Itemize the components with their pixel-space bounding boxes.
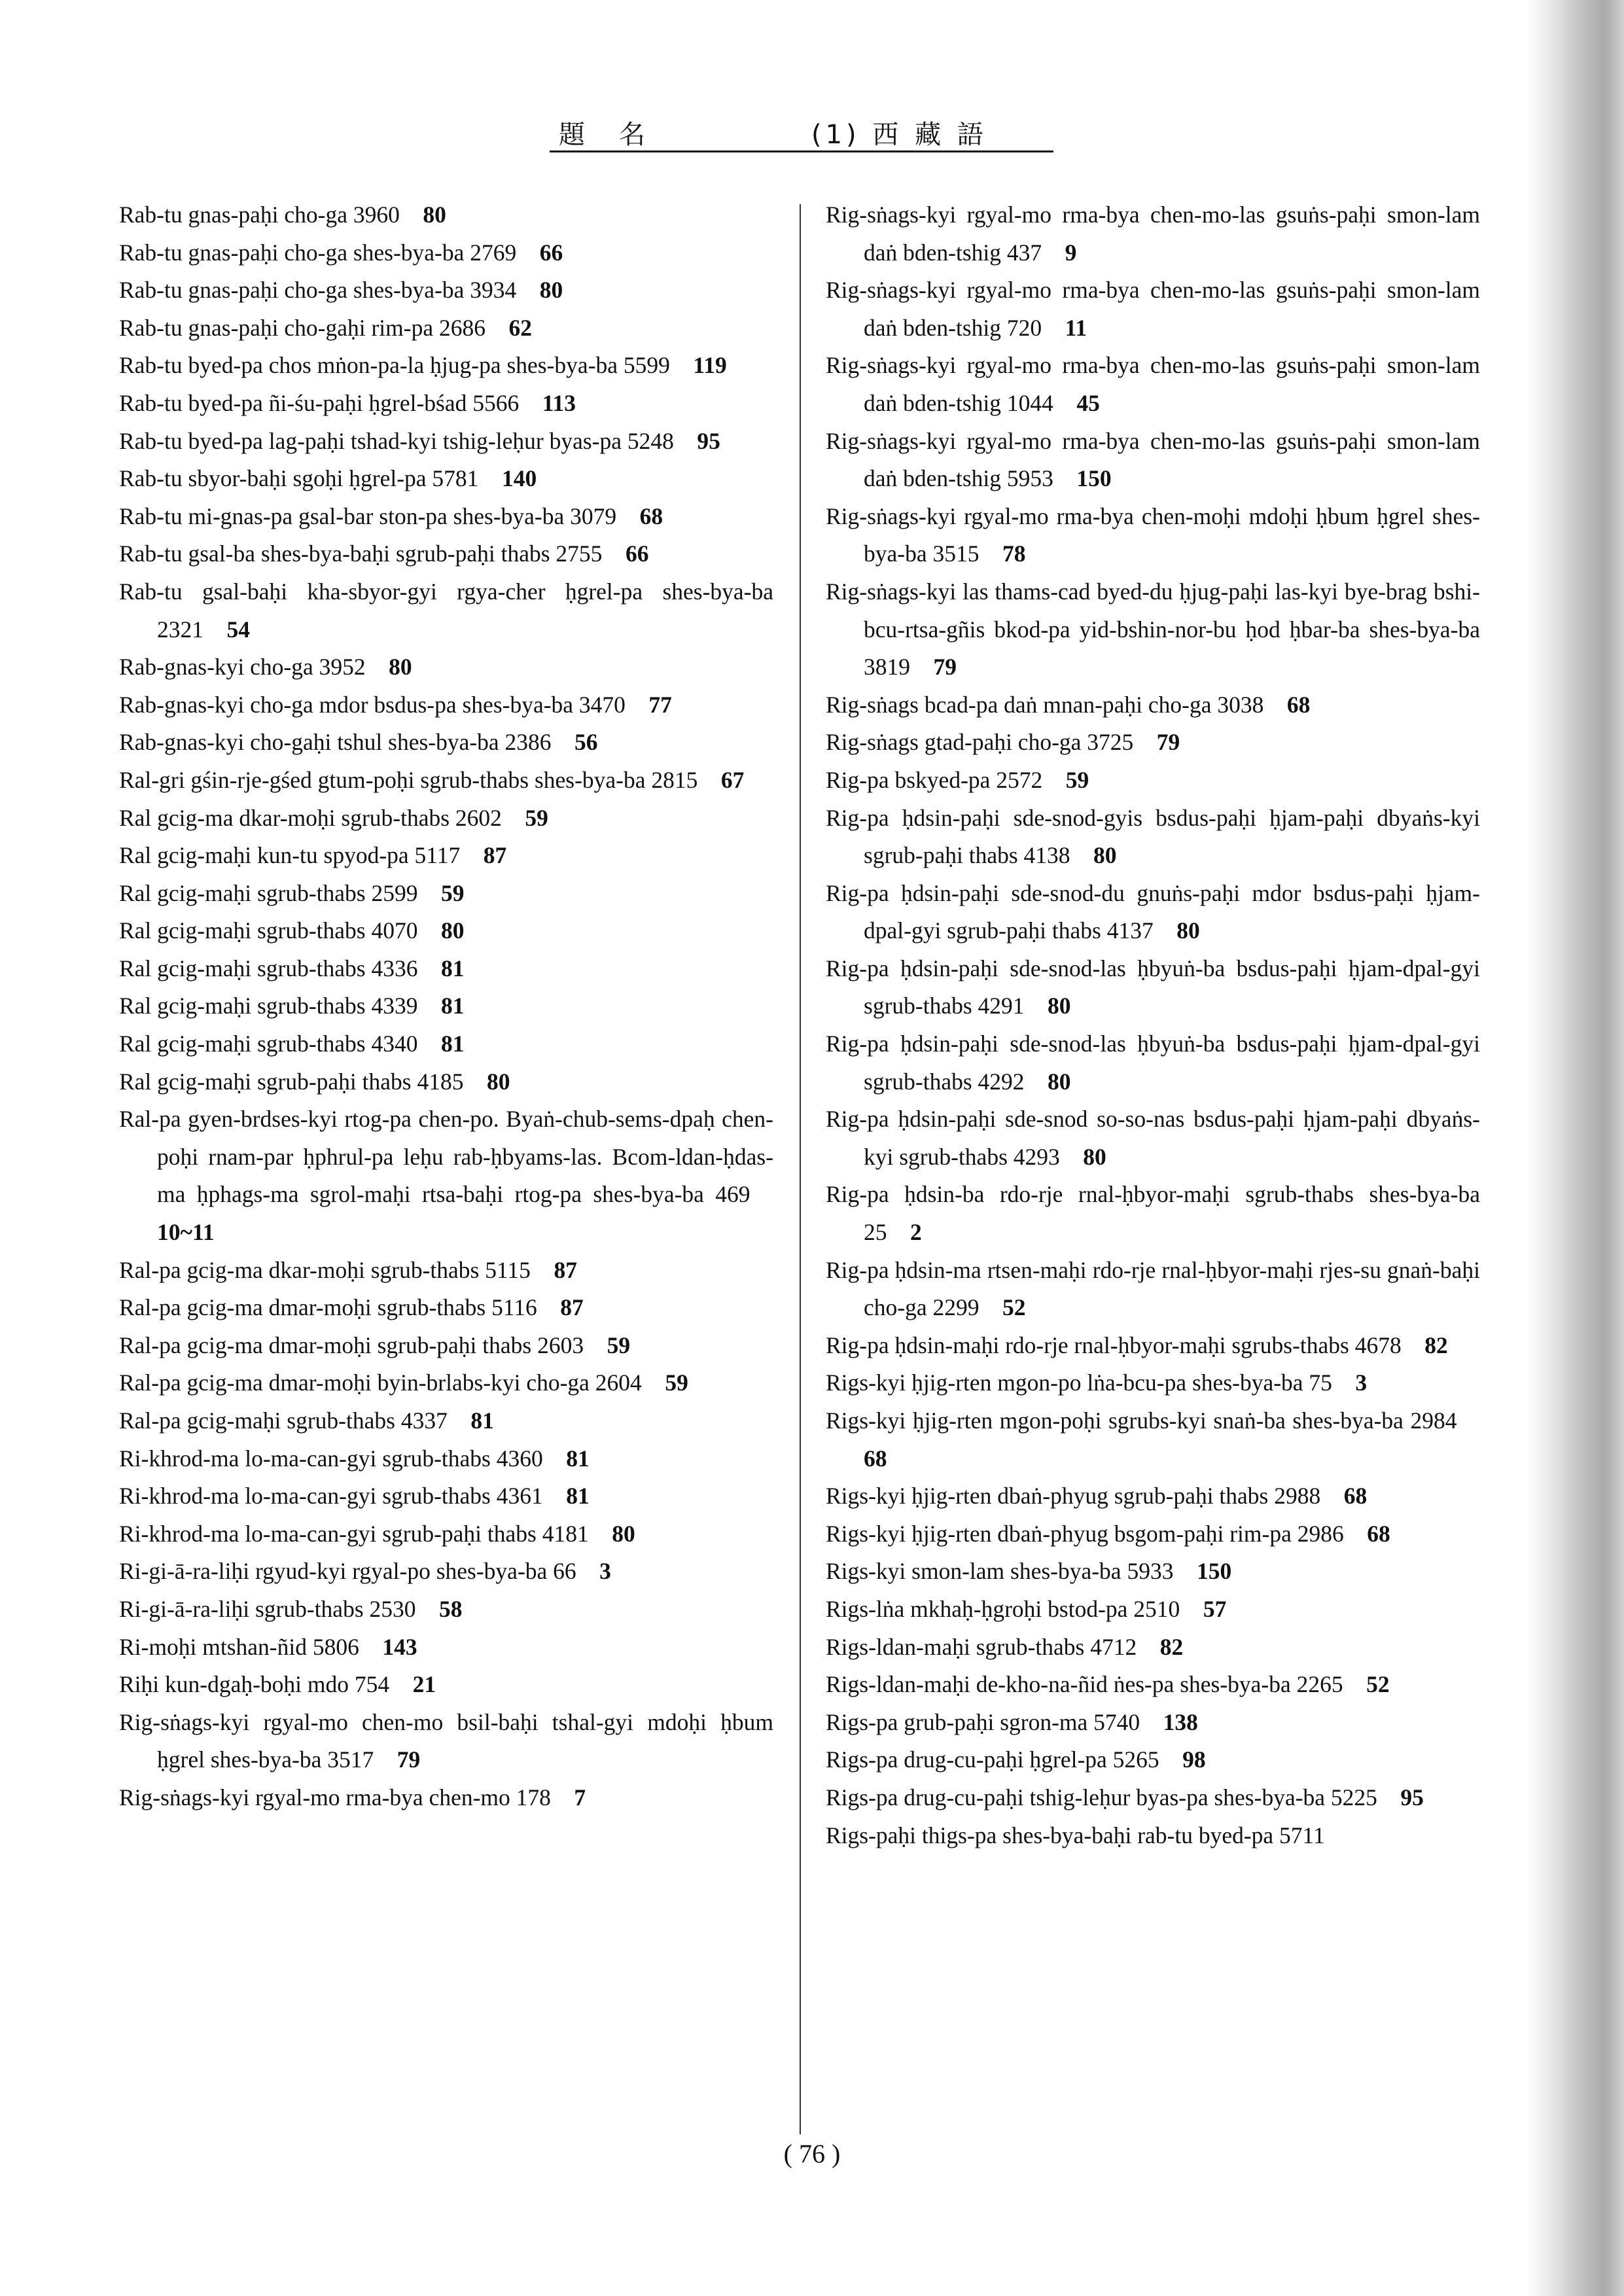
entry-volume: 82 bbox=[1424, 1332, 1448, 1358]
entry-title: Rig-pa bskyed-pa 2572 bbox=[826, 766, 1043, 793]
entry-title: Ral gcig-maḥi kun-tu spyod-pa 5117 bbox=[119, 842, 461, 869]
entry-title: Rig-sṅags gtad-paḥi cho-ga 3725 bbox=[826, 729, 1134, 756]
entry-title: Rig-pa ḥdsin-maḥi rdo-rje rnal-ḥbyor-maḥi sgrubs-thabs 4678 bbox=[826, 1332, 1402, 1358]
index-entry bbox=[119, 460, 773, 498]
entry-volume: 59 bbox=[665, 1369, 688, 1396]
index-entry bbox=[119, 1252, 773, 1290]
index-entry bbox=[119, 987, 773, 1025]
entry-title: Ral-pa gcig-ma dmar-moḥi sgrub-paḥi thabs 2603 bbox=[119, 1332, 584, 1358]
index-entry bbox=[119, 1666, 773, 1704]
entry-title: Rab-tu gnas-paḥi cho-ga shes-bya-ba 3934 bbox=[119, 277, 517, 304]
entry-title: Rab-tu byed-pa ñi-śu-paḥi ḥgrel-bśad 5566 bbox=[119, 389, 520, 416]
entry-title: Rig-sṅags-kyi las thams-cad byed-du ḥjug-paḥi las-kyi bye-brag bshi-bcu-rtsa-gñis bkod-pa yid-bshin-nor-bu ḥod ḥbar-ba shes-bya-ba 3819 bbox=[826, 578, 1480, 680]
entry-volume: 62 bbox=[508, 314, 532, 341]
index-entry bbox=[119, 1025, 773, 1063]
entry-title: Ri-khrod-ma lo-ma-can-gyi sgrub-paḥi thabs 4181 bbox=[119, 1520, 589, 1547]
entry-title: Rig-sṅags-kyi rgyal-mo rma-bya chen-mo 178 bbox=[119, 1784, 551, 1810]
entry-title: Rig-sṅags-kyi rgyal-mo rma-bya chen-moḥi mdoḥi ḥbum ḥgrel shes-bya-ba 3515 bbox=[826, 503, 1480, 567]
entry-volume: 7 bbox=[574, 1784, 586, 1810]
entry-title: Rig-sṅags-kyi rgyal-mo rma-bya chen-mo-las gsuṅs-paḥi smon-lam daṅ bden-tshig 437 bbox=[826, 202, 1480, 266]
entry-volume: 80 bbox=[1048, 993, 1071, 1019]
entry-volume: 80 bbox=[1083, 1143, 1106, 1170]
index-entry bbox=[826, 1252, 1480, 1327]
index-entry bbox=[119, 1440, 773, 1478]
entry-volume: 80 bbox=[487, 1068, 510, 1095]
index-entry bbox=[119, 762, 773, 800]
header-title: 題 名 bbox=[559, 120, 649, 150]
entry-volume: 68 bbox=[639, 503, 663, 529]
entry-title: Ral-pa gcig-ma dmar-moḥi byin-brlabs-kyi cho-ga 2604 bbox=[119, 1369, 642, 1396]
index-entry bbox=[826, 573, 1480, 686]
entry-title: Rig-pa ḥdsin-paḥi sde-snod-las ḥbyuṅ-ba bsdus-paḥi ḥjam-dpal-gyi sgrub-thabs 4291 bbox=[826, 955, 1480, 1019]
entry-volume: 140 bbox=[501, 465, 537, 492]
entry-volume: 21 bbox=[412, 1671, 436, 1698]
index-entry bbox=[826, 686, 1480, 724]
entry-title: Rig-pa ḥdsin-paḥi sde-snod-las ḥbyuṅ-ba bsdus-paḥi ḥjam-dpal-gyi sgrub-thabs 4292 bbox=[826, 1031, 1480, 1095]
entry-title: Ral gcig-ma dkar-moḥi sgrub-thabs 2602 bbox=[119, 804, 502, 831]
entry-volume: 80 bbox=[423, 202, 446, 228]
index-entry bbox=[119, 950, 773, 988]
entry-title: Rig-sṅags-kyi rgyal-mo rma-bya chen-mo-las gsuṅs-paḥi smon-lam daṅ bden-tshig 5953 bbox=[826, 427, 1480, 492]
entry-volume: 3 bbox=[599, 1558, 611, 1585]
entry-volume: 54 bbox=[226, 616, 250, 643]
index-entry bbox=[826, 1101, 1480, 1176]
index-entry bbox=[826, 1704, 1480, 1742]
index-entry bbox=[119, 724, 773, 762]
entry-volume: 95 bbox=[697, 427, 720, 454]
index-entry bbox=[119, 573, 773, 648]
entry-title: Ral-pa gcig-ma dmar-moḥi sgrub-thabs 5116 bbox=[119, 1294, 537, 1321]
entry-volume: 59 bbox=[441, 879, 465, 906]
index-entry bbox=[826, 1327, 1480, 1365]
entry-volume: 81 bbox=[441, 1031, 465, 1057]
entry-volume: 78 bbox=[1002, 540, 1026, 567]
entry-title: Rab-tu gnas-paḥi cho-ga shes-bya-ba 2769 bbox=[119, 239, 517, 266]
entry-title: Rab-tu byed-pa lag-paḥi tshad-kyi tshig-leḥur byas-pa 5248 bbox=[119, 427, 674, 454]
index-entry bbox=[119, 1629, 773, 1667]
entry-title: Ral gcig-maḥi sgrub-paḥi thabs 4185 bbox=[119, 1068, 464, 1095]
index-entry bbox=[119, 837, 773, 875]
entry-title: Ral-pa gcig-maḥi sgrub-thabs 4337 bbox=[119, 1407, 448, 1434]
index-entry bbox=[826, 196, 1480, 272]
entry-volume: 59 bbox=[1065, 766, 1089, 793]
entry-volume: 113 bbox=[542, 389, 576, 416]
entry-title: Rab-tu gnas-paḥi cho-ga 3960 bbox=[119, 202, 400, 228]
index-entry bbox=[119, 385, 773, 423]
entry-volume: 79 bbox=[933, 654, 957, 680]
entry-volume: 81 bbox=[441, 993, 465, 1019]
entry-title: Rigs-kyi ḥjig-rten mgon-poḥi sgrubs-kyi snaṅ-ba shes-bya-ba 2984 bbox=[826, 1407, 1457, 1434]
index-entry bbox=[119, 1779, 773, 1817]
entry-volume: 87 bbox=[560, 1294, 584, 1321]
index-entry bbox=[119, 800, 773, 838]
index-entry bbox=[119, 1477, 773, 1515]
entry-title: Rab-tu sbyor-baḥi sgoḥi ḥgrel-pa 5781 bbox=[119, 465, 479, 492]
entry-title: Ral-pa gcig-ma dkar-moḥi sgrub-thabs 5115 bbox=[119, 1256, 531, 1283]
index-entry bbox=[826, 498, 1480, 573]
entry-title: Rig-pa ḥdsin-ma rtsen-maḥi rdo-rje rnal-ḥbyor-maḥi rjes-su gnaṅ-baḥi cho-ga 2299 bbox=[826, 1256, 1480, 1321]
index-entry bbox=[826, 1553, 1480, 1591]
entry-volume: 143 bbox=[382, 1633, 417, 1660]
index-entry bbox=[119, 423, 773, 461]
entry-title: Rig-sṅags-kyi rgyal-mo chen-mo bsil-baḥi tshal-gyi mdoḥi ḥbum ḥgrel shes-bya-ba 3517 bbox=[119, 1708, 773, 1773]
index-entry bbox=[826, 347, 1480, 422]
index-entry bbox=[826, 1629, 1480, 1667]
entry-volume: 87 bbox=[483, 842, 507, 869]
entry-volume: 138 bbox=[1163, 1708, 1198, 1735]
index-entry bbox=[826, 1591, 1480, 1629]
entry-title: Rigs-kyi ḥjig-rten dbaṅ-phyug sgrub-paḥi thabs 2988 bbox=[826, 1483, 1321, 1510]
index-entry bbox=[119, 1364, 773, 1402]
entry-title: Rigs-kyi smon-lam shes-bya-ba 5933 bbox=[826, 1558, 1174, 1585]
entry-volume: 150 bbox=[1196, 1558, 1232, 1585]
entry-title: Ri-khrod-ma lo-ma-can-gyi sgrub-thabs 4360 bbox=[119, 1445, 543, 1472]
entry-volume: 68 bbox=[864, 1445, 887, 1472]
entry-volume: 79 bbox=[1156, 729, 1180, 756]
entry-volume: 68 bbox=[1367, 1520, 1390, 1547]
entry-title: Ri-moḥi mtshan-ñid 5806 bbox=[119, 1633, 359, 1660]
index-entry bbox=[119, 1402, 773, 1440]
entry-volume: 52 bbox=[1366, 1671, 1390, 1698]
entry-title: Rigs-ldan-maḥi sgrub-thabs 4712 bbox=[826, 1633, 1137, 1660]
index-entry bbox=[119, 272, 773, 309]
index-entry bbox=[826, 950, 1480, 1025]
page-binding-shadow bbox=[1526, 0, 1624, 2296]
index-entry bbox=[826, 1666, 1480, 1704]
index-entry bbox=[119, 1289, 773, 1327]
entry-volume: 57 bbox=[1203, 1595, 1227, 1622]
entry-volume: 98 bbox=[1182, 1746, 1206, 1773]
entry-title: Rigs-pa grub-paḥi sgron-ma 5740 bbox=[826, 1708, 1140, 1735]
entry-volume: 66 bbox=[625, 540, 649, 567]
entry-volume: 80 bbox=[539, 277, 563, 304]
entry-volume: 119 bbox=[693, 352, 727, 379]
index-entry bbox=[119, 912, 773, 950]
entry-volume: 82 bbox=[1159, 1633, 1184, 1660]
entry-volume: 56 bbox=[574, 729, 598, 756]
entry-volume: 81 bbox=[470, 1407, 494, 1434]
entry-title: Ral gcig-maḥi sgrub-thabs 4070 bbox=[119, 917, 418, 944]
entry-title: Ral gcig-maḥi sgrub-thabs 4340 bbox=[119, 1031, 418, 1057]
entry-title: Rig-pa ḥdsin-paḥi sde-snod so-so-nas bsdus-paḥi ḥjam-paḥi dbyaṅs-kyi sgrub-thabs 4293 bbox=[826, 1106, 1480, 1170]
entry-title: Rigs-paḥi thigs-pa shes-bya-baḥi rab-tu byed-pa 5711 bbox=[826, 1822, 1325, 1848]
entry-volume: 80 bbox=[441, 917, 465, 944]
index-entry bbox=[826, 1779, 1480, 1817]
entry-volume: 59 bbox=[525, 804, 548, 831]
index-entry bbox=[826, 724, 1480, 762]
entry-title: Rigs-kyi ḥjig-rten dbaṅ-phyug bsgom-paḥi rim-pa 2986 bbox=[826, 1520, 1344, 1547]
entry-title: Ral gcig-maḥi sgrub-thabs 4339 bbox=[119, 993, 418, 1019]
index-entry bbox=[119, 1101, 773, 1251]
entry-volume: 9 bbox=[1065, 239, 1077, 266]
entry-title: Rig-sṅags-kyi rgyal-mo rma-bya chen-mo-las gsuṅs-paḥi smon-lam daṅ bden-tshig 1044 bbox=[826, 352, 1480, 416]
entry-title: Ri-khrod-ma lo-ma-can-gyi sgrub-thabs 4361 bbox=[119, 1483, 543, 1510]
entry-title: Rig-pa ḥdsin-paḥi sde-snod-gyis bsdus-paḥi ḥjam-paḥi dbyaṅs-kyi sgrub-paḥi thabs 4138 bbox=[826, 804, 1480, 869]
index-entry bbox=[119, 875, 773, 913]
entry-title: Rab-tu gnas-paḥi cho-gaḥi rim-pa 2686 bbox=[119, 314, 485, 341]
entry-title: Rig-sṅags-kyi rgyal-mo rma-bya chen-mo-las gsuṅs-paḥi smon-lam daṅ bden-tshig 720 bbox=[826, 277, 1480, 341]
index-entry bbox=[119, 1515, 773, 1553]
entry-title: Rab-tu gsal-baḥi kha-sbyor-gyi rgya-cher ḥgrel-pa shes-bya-ba 2321 bbox=[119, 578, 773, 643]
entry-volume: 68 bbox=[1286, 691, 1311, 718]
index-entry bbox=[119, 648, 773, 686]
index-entry bbox=[119, 1704, 773, 1779]
entry-volume: 81 bbox=[441, 955, 465, 981]
entry-title: Rigs-ldan-maḥi de-kho-na-ñid ṅes-pa shes-bya-ba 2265 bbox=[826, 1671, 1343, 1698]
entry-volume: 87 bbox=[554, 1256, 577, 1283]
index-entry bbox=[119, 686, 773, 724]
index-entry bbox=[119, 1591, 773, 1629]
index-entry bbox=[119, 347, 773, 385]
entry-title: Ral gcig-maḥi sgrub-thabs 2599 bbox=[119, 879, 418, 906]
entry-volume: 80 bbox=[1048, 1068, 1071, 1095]
index-entry bbox=[826, 762, 1480, 800]
index-entry bbox=[119, 1063, 773, 1101]
entry-title: Rab-gnas-kyi cho-ga 3952 bbox=[119, 654, 366, 680]
index-entry bbox=[119, 196, 773, 234]
entry-volume: 77 bbox=[648, 691, 672, 718]
index-entry bbox=[119, 1553, 773, 1591]
entry-volume: 52 bbox=[1002, 1294, 1026, 1321]
entry-volume: 80 bbox=[389, 654, 412, 680]
index-entry bbox=[826, 423, 1480, 498]
index-entry bbox=[826, 1364, 1480, 1402]
entry-volume: 95 bbox=[1400, 1784, 1424, 1810]
index-entry bbox=[826, 1025, 1480, 1101]
entry-title: Ri-gi-ā-ra-liḥi sgrub-thabs 2530 bbox=[119, 1595, 416, 1622]
entry-title: Ral gcig-maḥi sgrub-thabs 4336 bbox=[119, 955, 418, 981]
entry-title: Riḥi kun-dgaḥ-boḥi mdo 754 bbox=[119, 1671, 390, 1698]
index-entry bbox=[119, 309, 773, 347]
entry-volume: 150 bbox=[1076, 465, 1112, 492]
entry-volume: 68 bbox=[1343, 1483, 1368, 1510]
entry-volume: 3 bbox=[1355, 1369, 1368, 1396]
entry-volume: 80 bbox=[1176, 917, 1200, 944]
entry-title: Rig-pa ḥdsin-paḥi sde-snod-du gnuṅs-paḥi mdor bsdus-paḥi ḥjam-dpal-gyi sgrub-paḥi thabs 4137 bbox=[826, 879, 1480, 944]
index-entry bbox=[826, 1515, 1480, 1553]
page-number: ( 76 ) bbox=[783, 2139, 841, 2168]
entry-title: Ral-gri gśin-rje-gśed gtum-poḥi sgrub-thabs shes-bya-ba 2815 bbox=[119, 766, 698, 793]
entry-volume: 2 bbox=[910, 1219, 922, 1246]
entry-title: Rig-sṅags bcad-pa daṅ mnan-paḥi cho-ga 3038 bbox=[826, 691, 1264, 718]
header-section: (1) 西 藏 語 bbox=[811, 120, 987, 150]
entry-title: Rab-gnas-kyi cho-ga mdor bsdus-pa shes-bya-ba 3470 bbox=[119, 691, 626, 718]
entry-volume: 81 bbox=[566, 1445, 590, 1472]
entry-volume: 79 bbox=[397, 1746, 421, 1773]
entry-title: Rigs-pa drug-cu-paḥi tshig-leḥur byas-pa shes-bya-ba 5225 bbox=[826, 1784, 1377, 1810]
index-entry bbox=[826, 1176, 1480, 1251]
entry-volume: 80 bbox=[1093, 842, 1117, 869]
column-divider bbox=[800, 204, 801, 2134]
entry-title: Ral-pa gyen-brdses-kyi rtog-pa chen-po. Byaṅ-chub-sems-dpaḥ chen-poḥi rnam-par ḥphrul-pa leḥu rab-ḥbyams-las. Bcom-ldan-ḥdas-ma ḥphags-ma sgrol-maḥi rtsa-baḥi rtog-pa shes-bya-ba 469 bbox=[119, 1106, 773, 1208]
entry-title: Rigs-lṅa mkhaḥ-ḥgroḥi bstod-pa 2510 bbox=[826, 1595, 1180, 1622]
right-column bbox=[826, 196, 1480, 1854]
entry-title: Rab-gnas-kyi cho-gaḥi tshul shes-bya-ba 2386 bbox=[119, 729, 552, 756]
index-entry bbox=[826, 1741, 1480, 1779]
entry-volume: 80 bbox=[612, 1520, 635, 1547]
entry-title: Ri-gi-ā-ra-liḥi rgyud-kyi rgyal-po shes-bya-ba 66 bbox=[119, 1558, 576, 1585]
entry-volume: 58 bbox=[439, 1595, 463, 1622]
index-entry bbox=[826, 1817, 1480, 1855]
index-entry bbox=[826, 272, 1480, 347]
index-entry bbox=[826, 1402, 1480, 1477]
entry-volume: 59 bbox=[607, 1332, 631, 1358]
entry-volume: 45 bbox=[1076, 389, 1100, 416]
index-entry bbox=[119, 498, 773, 536]
entry-title: Rab-tu byed-pa chos mṅon-pa-la ḥjug-pa shes-bya-ba 5599 bbox=[119, 352, 670, 379]
entry-title: Rigs-pa drug-cu-paḥi ḥgrel-pa 5265 bbox=[826, 1746, 1159, 1773]
left-column bbox=[119, 196, 773, 1817]
entry-volume: 11 bbox=[1065, 314, 1087, 341]
entry-title: Rigs-kyi ḥjig-rten mgon-po lṅa-bcu-pa shes-bya-ba 75 bbox=[826, 1369, 1332, 1396]
running-header bbox=[550, 113, 1053, 152]
index-entry bbox=[826, 1477, 1480, 1515]
index-entry bbox=[826, 875, 1480, 950]
entry-title: Rab-tu gsal-ba shes-bya-baḥi sgrub-paḥi thabs 2755 bbox=[119, 540, 603, 567]
entry-volume: 66 bbox=[539, 239, 563, 266]
entry-volume: 67 bbox=[720, 766, 745, 793]
index-entry bbox=[119, 1327, 773, 1365]
entry-volume: 81 bbox=[566, 1483, 590, 1510]
entry-title: Rab-tu mi-gnas-pa gsal-bar ston-pa shes-bya-ba 3079 bbox=[119, 503, 617, 529]
index-entry bbox=[119, 535, 773, 573]
index-entry bbox=[119, 234, 773, 272]
entry-title: Rig-pa ḥdsin-ba rdo-rje rnal-ḥbyor-maḥi sgrub-thabs shes-bya-ba 25 bbox=[826, 1181, 1480, 1246]
index-entry bbox=[826, 800, 1480, 875]
entry-volume: 10~11 bbox=[157, 1219, 215, 1246]
